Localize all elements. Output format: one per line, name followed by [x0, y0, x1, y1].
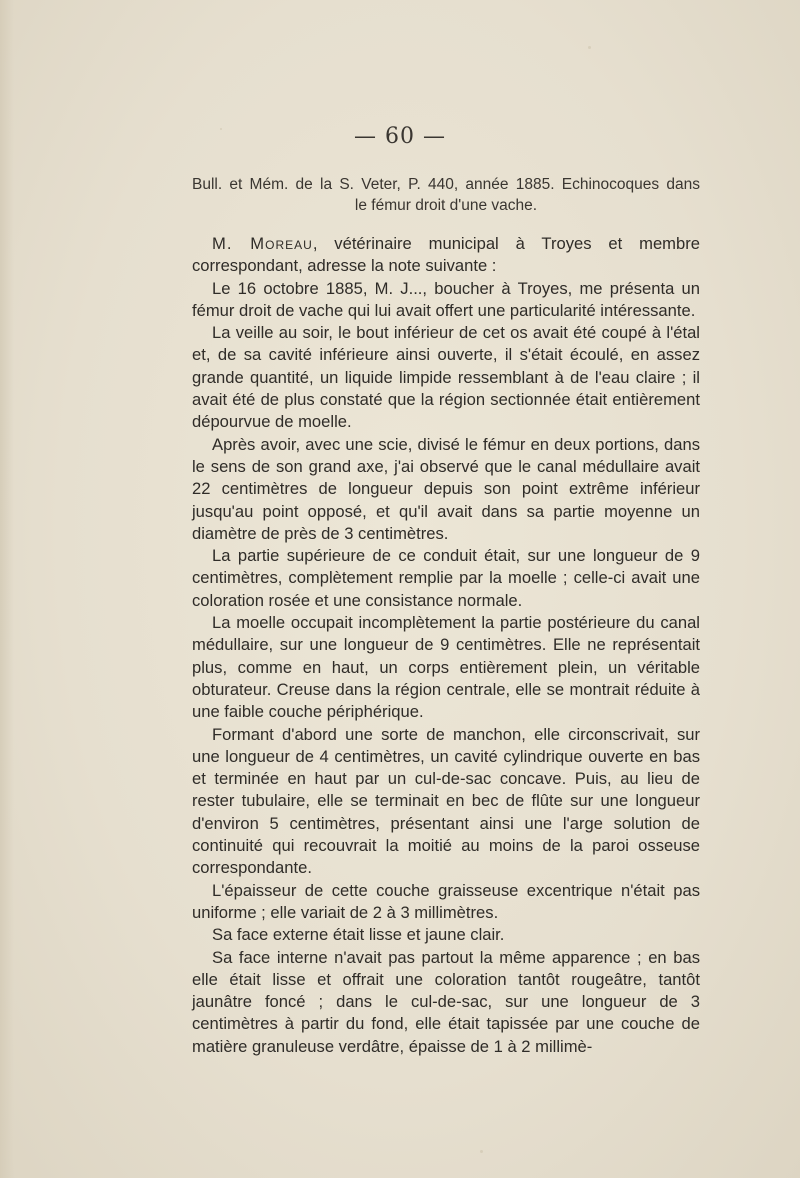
paragraph: L'épaisseur de cette couche graisseuse excentrique n'était pas uniforme ; elle variait de 2 à 3 millimètres.: [192, 880, 700, 922]
paragraph: Sa face externe était lisse et jaune clair.: [212, 925, 505, 945]
paragraph: La moelle occupait incomplètement la partie postérieure du canal médullaire, sur une longueur de 9 centimètres. Elle ne représentait plus, comme en haut, un corps entièrement plein, un véritable obturateur. Creuse dans la région centrale, elle se montrait réduite à une faible couche périphérique.: [192, 613, 700, 722]
paragraph: [192, 233, 700, 278]
citation-line-1: Bull. et Mém. de la S. Veter, P. 440, année 1885. Echinocoques dans: [192, 176, 700, 193]
page-edge-shadow: [0, 0, 14, 1178]
paragraph: Formant d'abord une sorte de manchon, elle circonscrivait, sur une longueur de 4 centimètres, un cavité cylindrique ouverte en bas et terminée en haut par un cul-de-sac concave. Puis, au lieu de rester tubulaire, elle se terminait en bec de flûte sur une longueur d'environ 5 centimètres, présentant ainsi une l'arge solution de continuité qui recouvrait la moitié au moins de la paroi osseuse correspondante.: [192, 724, 700, 878]
article-body: [192, 233, 700, 1058]
paragraph-text: , vétérinaire municipal à Troyes et membre correspondant, adresse la note suivante :: [192, 234, 700, 276]
page-number: — 60 —: [354, 124, 446, 149]
citation-header: [192, 174, 700, 216]
paper-speck: [588, 46, 591, 49]
paragraph: Sa face interne n'avait pas partout la même apparence ; en bas elle était lisse et offrait une coloration tantôt rougeâtre, tantôt jaunâtre foncé ; dans le cul-de-sac, sur une longueur de 3 centimètres à partir du fond, elle était tapissée par une couche de matière granuleuse verdâtre, épaisse de 1 à 2 millimè-: [192, 947, 700, 1056]
paragraph: La partie supérieure de ce conduit était, sur une longueur de 9 centimètres, complètement remplie par la moelle ; celle-ci avait une coloration rosée et une consistance normale.: [192, 546, 700, 610]
paragraph: La veille au soir, le bout inférieur de cet os avait été coupé à l'étal et, de sa cavité inférieure ainsi ouverte, il s'était écoulé, en assez grande quantité, un liquide limpide ressemblant à de l'eau claire ; il avait été de plus constaté que la région sectionnée était entièrement dépourvue de moelle.: [192, 323, 700, 432]
citation-line-2: le fémur droit d'une vache.: [354, 197, 538, 214]
paragraph: Le 16 octobre 1885, M. J..., boucher à Troyes, me présenta un fémur droit de vache qui lui avait offert une particularité intéressante.: [192, 278, 700, 320]
paper-speck: [480, 1150, 483, 1153]
author-name: M. Moreau: [212, 234, 313, 253]
paragraph: Après avoir, avec une scie, divisé le fémur en deux portions, dans le sens de son grand axe, j'ai observé que le canal médullaire avait 22 centimètres de longueur depuis son point extrême inférieur jusqu'au point opposé, et qu'il avait dans sa partie moyenne un diamètre de près de 3 centimètres.: [192, 434, 700, 543]
